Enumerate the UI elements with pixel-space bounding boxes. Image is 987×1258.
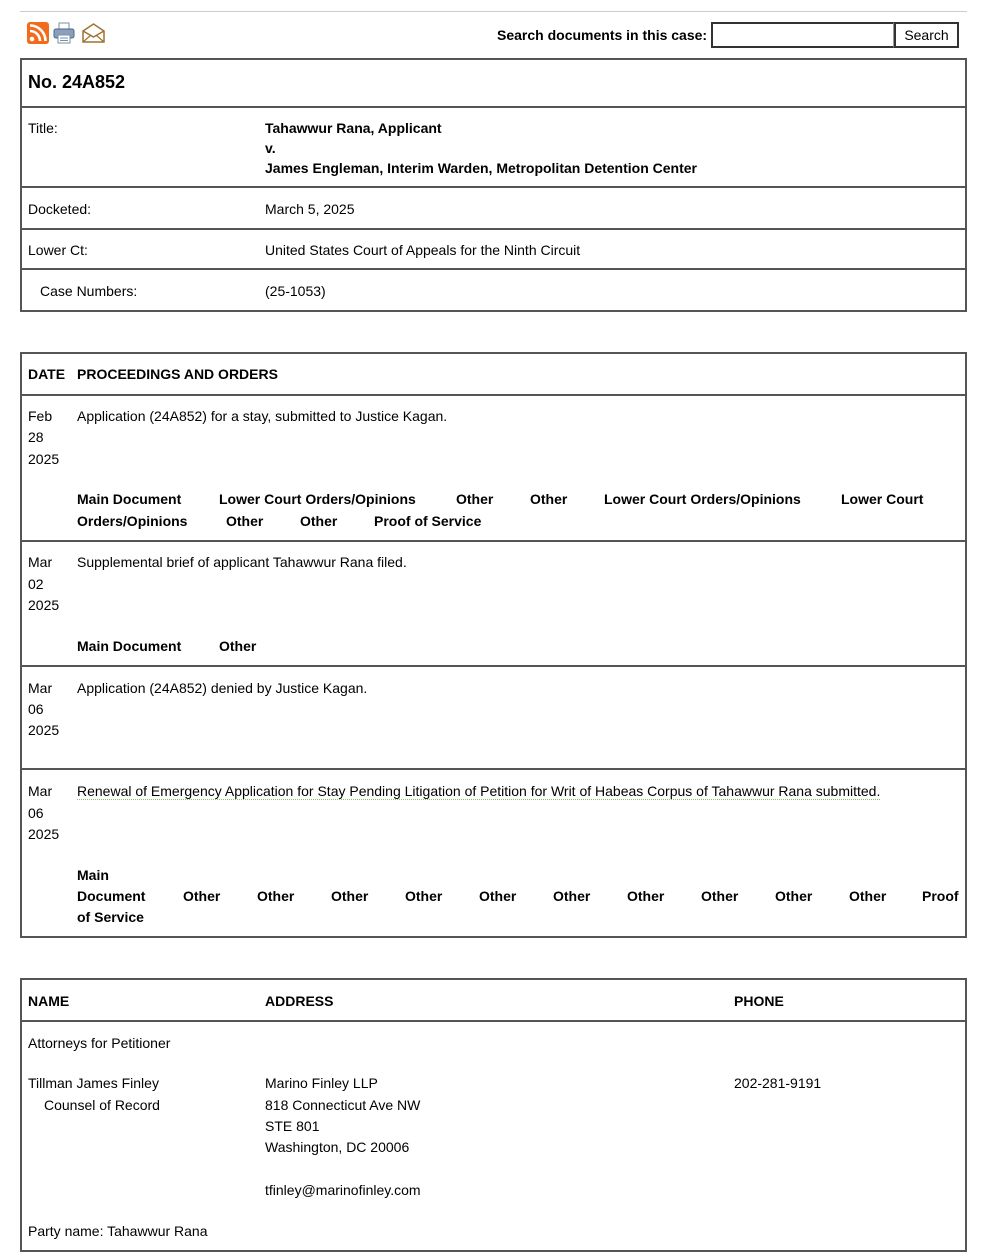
table-border-right bbox=[965, 58, 967, 312]
title-versus: v. bbox=[265, 140, 276, 156]
divider bbox=[20, 106, 967, 108]
divider bbox=[20, 540, 967, 542]
document-link-proof-of-service[interactable]: Proof bbox=[922, 888, 959, 904]
divider bbox=[20, 1020, 967, 1022]
attorney-suite: STE 801 bbox=[265, 1118, 320, 1134]
document-link-lower-court[interactable]: Lower Court Orders/Opinions bbox=[604, 491, 801, 507]
docketed-value: March 5, 2025 bbox=[265, 201, 355, 217]
search-input[interactable] bbox=[711, 22, 894, 48]
attorney-firm: Marino Finley LLP bbox=[265, 1075, 378, 1091]
title-respondent: James Engleman, Interim Warden, Metropolitan Detention Center bbox=[265, 160, 697, 176]
entry-date-year: 2025 bbox=[28, 451, 60, 467]
document-link-main[interactable]: Main Document bbox=[77, 638, 182, 654]
document-link-other[interactable]: Other bbox=[701, 888, 739, 904]
document-link-other[interactable]: Other bbox=[627, 888, 665, 904]
document-link-other[interactable]: Other bbox=[226, 513, 264, 529]
column-header-proceedings: PROCEEDINGS AND ORDERS bbox=[77, 366, 278, 382]
title-label: Title: bbox=[28, 120, 58, 136]
attorney-role: Counsel of Record bbox=[44, 1097, 160, 1113]
document-link-proof-of-service-cont[interactable]: of Service bbox=[77, 909, 144, 925]
table-border bbox=[20, 978, 967, 980]
document-link-proof-of-service[interactable]: Proof of Service bbox=[374, 513, 482, 529]
document-link-main[interactable]: Main bbox=[77, 867, 109, 883]
table-border-bottom bbox=[20, 1250, 967, 1252]
entry-text: Renewal of Emergency Application for Stay Pending Litigation of Petition for Writ of Habeas Corpus of Tahawwur Rana submitted. bbox=[77, 783, 881, 799]
entry-date-year: 2025 bbox=[28, 597, 60, 613]
table-border-right bbox=[965, 352, 967, 938]
title-applicant: Tahawwur Rana, Applicant bbox=[265, 120, 442, 136]
lower-court-label: Lower Ct: bbox=[28, 242, 88, 258]
toolbar-top-border bbox=[20, 11, 967, 12]
printer-icon[interactable] bbox=[53, 22, 75, 44]
divider bbox=[20, 186, 967, 188]
entry-date-month: Mar bbox=[28, 680, 53, 696]
attorney-street: 818 Connecticut Ave NW bbox=[265, 1097, 421, 1113]
document-link-other[interactable]: Other bbox=[219, 638, 257, 654]
document-link-other[interactable]: Other bbox=[183, 888, 221, 904]
case-numbers-label: Case Numbers: bbox=[40, 283, 138, 299]
divider bbox=[20, 268, 967, 270]
document-link-lower-court[interactable]: Lower Court Orders/Opinions bbox=[219, 491, 416, 507]
attorney-city: Washington, DC 20006 bbox=[265, 1139, 410, 1155]
entry-date-month: Feb bbox=[28, 408, 53, 424]
docket-number: No. 24A852 bbox=[28, 72, 126, 92]
table-border-left bbox=[20, 58, 22, 312]
entry-text: Application (24A852) denied by Justice Kagan. bbox=[77, 680, 368, 696]
attorney-name: Tillman James Finley bbox=[28, 1075, 159, 1091]
party-name: Party name: Tahawwur Rana bbox=[28, 1223, 208, 1239]
document-link-other[interactable]: Other bbox=[479, 888, 517, 904]
document-link-other[interactable]: Other bbox=[405, 888, 443, 904]
column-header-phone: PHONE bbox=[734, 993, 784, 1009]
divider bbox=[20, 665, 967, 667]
entry-date-day: 06 bbox=[28, 805, 44, 821]
document-link-main[interactable]: Main Document bbox=[77, 491, 182, 507]
attorney-phone: 202-281-9191 bbox=[734, 1075, 822, 1091]
column-header-date: DATE bbox=[28, 366, 66, 382]
entry-date-day: 06 bbox=[28, 701, 44, 717]
search-label: Search documents in this case: bbox=[497, 27, 708, 43]
table-border bbox=[20, 352, 967, 354]
document-link-lower-court[interactable]: Lower Court bbox=[841, 491, 924, 507]
rss-icon[interactable] bbox=[27, 22, 49, 44]
document-link-other[interactable]: Other bbox=[553, 888, 591, 904]
attorney-email[interactable]: tfinley@marinofinley.com bbox=[265, 1182, 421, 1198]
document-link-other[interactable]: Other bbox=[456, 491, 494, 507]
lower-court-value: United States Court of Appeals for the Ninth Circuit bbox=[265, 242, 581, 258]
entry-text: Supplemental brief of applicant Tahawwur Rana filed. bbox=[77, 554, 407, 570]
search-button[interactable]: Search bbox=[894, 22, 959, 48]
document-link-other[interactable]: Other bbox=[530, 491, 568, 507]
table-border-left bbox=[20, 352, 22, 938]
column-header-name: NAME bbox=[28, 993, 70, 1009]
entry-date-day: 02 bbox=[28, 576, 44, 592]
divider bbox=[20, 768, 967, 770]
entry-date-day: 28 bbox=[28, 429, 44, 445]
divider bbox=[20, 228, 967, 230]
document-link-lower-court-cont[interactable]: Orders/Opinions bbox=[77, 513, 188, 529]
document-link-other[interactable]: Other bbox=[300, 513, 338, 529]
table-border-bottom bbox=[20, 936, 967, 938]
divider bbox=[20, 394, 967, 396]
envelope-icon[interactable] bbox=[81, 22, 106, 44]
document-link-other[interactable]: Other bbox=[849, 888, 887, 904]
entry-date-year: 2025 bbox=[28, 826, 60, 842]
table-border-bottom bbox=[20, 310, 967, 312]
document-link-other[interactable]: Other bbox=[775, 888, 813, 904]
column-header-address: ADDRESS bbox=[265, 993, 334, 1009]
entry-date-year: 2025 bbox=[28, 722, 60, 738]
document-link-other[interactable]: Other bbox=[257, 888, 295, 904]
entry-date-month: Mar bbox=[28, 783, 53, 799]
table-border bbox=[20, 58, 967, 60]
case-numbers-value: (25-1053) bbox=[265, 283, 326, 299]
document-link-main[interactable]: Document bbox=[77, 888, 146, 904]
entry-date-month: Mar bbox=[28, 554, 53, 570]
docketed-label: Docketed: bbox=[28, 201, 92, 217]
document-link-other[interactable]: Other bbox=[331, 888, 369, 904]
entry-text: Application (24A852) for a stay, submitted to Justice Kagan. bbox=[77, 408, 448, 424]
party-group-label: Attorneys for Petitioner bbox=[28, 1035, 171, 1051]
